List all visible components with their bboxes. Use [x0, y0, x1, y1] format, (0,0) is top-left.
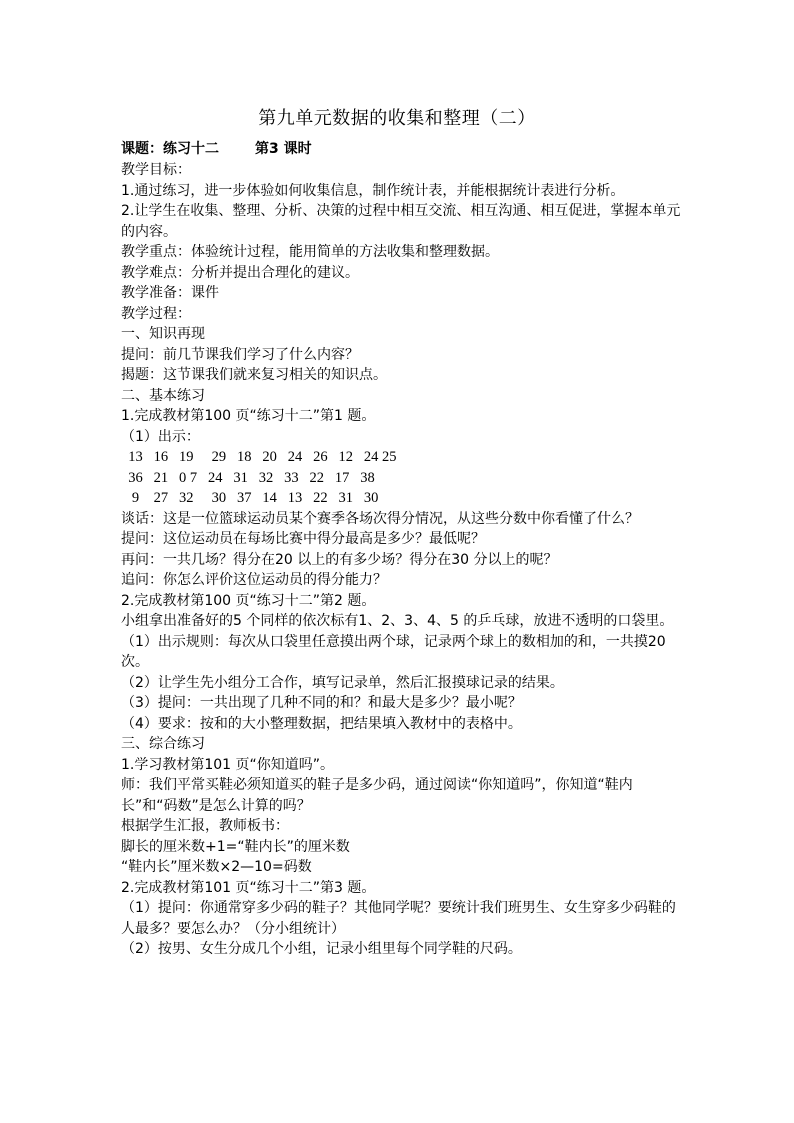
scores-row-1: 13 16 19 29 18 20 24 26 12 24 25 — [121, 449, 397, 465]
paragraph: 提问：这位运动员在每场比赛中得分最高是多少？最低呢？ — [121, 531, 485, 547]
preparation: 教学准备：课件 — [121, 285, 219, 301]
formula-2: “鞋内长”厘米数×2—10=码数 — [121, 859, 312, 875]
exercise-1-heading: 1.完成教材第100 页“练习十二”第1 题。 — [121, 408, 376, 424]
paragraph: 谈话：这是一位篮球运动员某个赛季各场次得分情况，从这些分数中你看懂了什么？ — [121, 510, 639, 527]
exercise-2-heading: 2.完成教材第100 页“练习十二”第2 题。 — [121, 592, 376, 609]
paragraph: 追问：你怎么评价这位运动员的得分能力？ — [121, 572, 387, 588]
document-title: 第九单元数据的收集和整理（二） — [258, 108, 536, 129]
paragraph: 师：我们平常买鞋必须知道买的鞋子是多少码，通过阅读“你知道吗”，你知道“鞋内长”和“码数”是怎么计算的吗？ — [121, 777, 633, 814]
section-1-heading: 一、知识再现 — [121, 326, 205, 342]
objective-2: 2.让学生在收集、整理、分析、决策的过程中相互交流、相互沟通、相互促进，掌握本单元的内容。 — [121, 203, 681, 240]
paragraph: 提问：前几节课我们学习了什么内容？ — [121, 346, 359, 363]
paragraph: 小组拿出准备好的5 个同样的依次标有1、2、3、4、5 的乒乓球，放进不透明的口袋里。 — [121, 613, 674, 629]
key-points: 教学重点：体验统计过程，能用简单的方法收集和整理数据。 — [121, 244, 499, 260]
objectives-heading: 教学目标： — [121, 162, 191, 178]
section-3-heading: 三、综合练习 — [121, 736, 205, 752]
lesson-period: 第3 课时 — [255, 141, 312, 157]
process-heading: 教学过程： — [121, 305, 191, 322]
lesson-header — [121, 138, 312, 158]
difficult-points: 教学难点：分析并提出合理化的建议。 — [121, 264, 359, 281]
scores-row-3: 9 27 32 30 37 14 13 22 31 30 — [121, 490, 379, 506]
paragraph: （1）出示： — [121, 428, 200, 445]
objective-1: 1.通过练习，进一步体验如何收集信息，制作统计表，并能根据统计表进行分析。 — [121, 182, 625, 199]
paragraph: 1.学习教材第101 页“你知道吗”。 — [121, 756, 335, 773]
lesson-topic: 课题：练习十二 — [121, 141, 219, 157]
paragraph: （3）提问：一共出现了几种不同的和？和最大是多少？最小呢？ — [121, 695, 522, 711]
paragraph: 根据学生汇报，教师板书： — [121, 818, 289, 834]
paragraph: 再问：一共几场？得分在20 以上的有多少场？得分在30 分以上的呢？ — [121, 551, 558, 568]
paragraph: （1）出示规则：每次从口袋里任意摸出两个球，记录两个球上的数相加的和，一共摸20 次。 — [121, 633, 666, 670]
paragraph: 揭题：这节课我们就来复习相关的知识点。 — [121, 367, 387, 383]
formula-1: 脚长的厘米数+1=“鞋内长”的厘米数 — [121, 838, 350, 855]
exercise-3-heading: 2.完成教材第101 页“练习十二”第3 题。 — [121, 879, 376, 896]
document-body — [121, 160, 681, 960]
paragraph: （2）按男、女生分成几个小组，记录小组里每个同学鞋的尺码。 — [121, 941, 522, 957]
section-2-heading: 二、基本练习 — [121, 387, 205, 404]
scores-row-2: 36 21 0 7 24 31 32 33 22 17 38 — [121, 469, 375, 486]
paragraph: （4）要求：按和的大小整理数据，把结果填入教材中的表格中。 — [121, 715, 522, 732]
paragraph: （1）提问：你通常穿多少码的鞋子？其他同学呢？要统计我们班男生、女生穿多少码鞋的人最多？要怎么办？（分小组统计） — [121, 900, 676, 937]
paragraph: （2）让学生先小组分工合作，填写记录单，然后汇报摸球记录的结果。 — [121, 674, 564, 691]
